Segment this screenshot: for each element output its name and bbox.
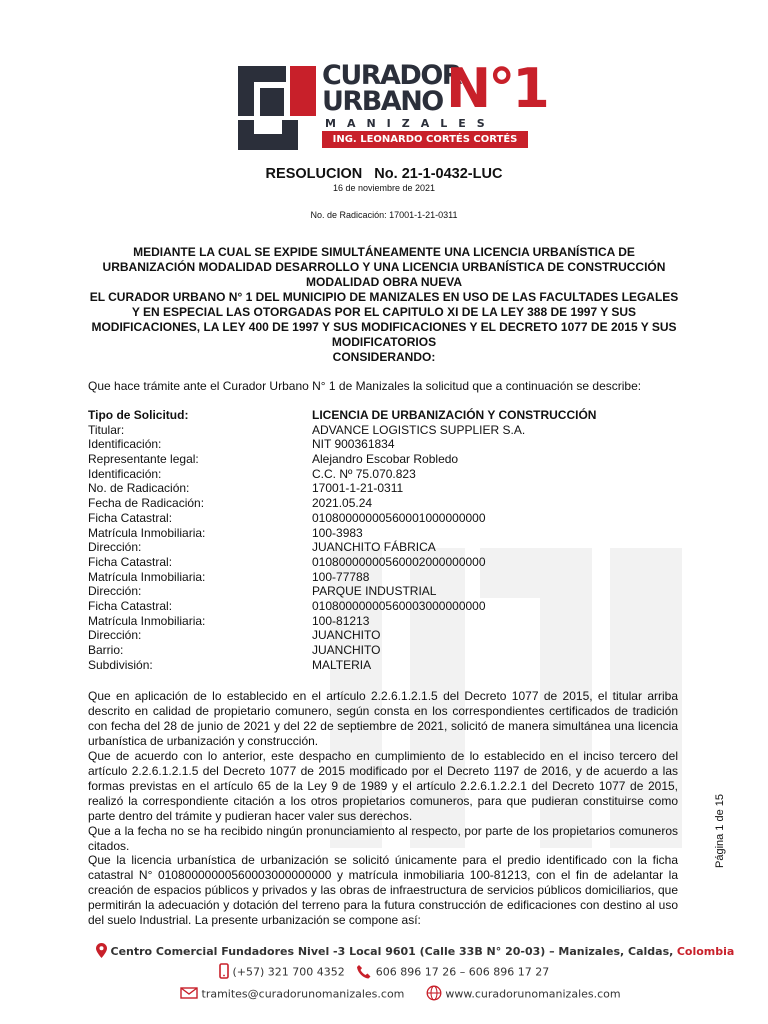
detail-value: 17001-1-21-0311 [312, 481, 404, 496]
detail-label: Fecha de Radicación: [88, 496, 205, 511]
footer-address [96, 943, 734, 961]
page-number: Página 1 de 15 [714, 793, 726, 868]
landline-numbers: 606 896 17 26 – 606 896 17 27 [375, 965, 550, 979]
detail-label: Matrícula Inmobiliaria: [88, 613, 206, 628]
paragraph-1: Que en aplicación de lo establecido en el artículo 2.2.6.1.2.1.5 del Decreto 1077 de 2015, el titular arriba descrito en calidad de propietario comunero, según consta en los correspondientes certificados de tradición con fecha del 28 de junio de 2021 y del 22 de septiembre de 2021, solicitó de manera simultánea una licencia urbanística de urbanización y construcción. [88, 689, 678, 748]
detail-value: Alejandro Escobar Robledo [312, 452, 459, 467]
detail-label: Ficha Catastral: [88, 598, 173, 613]
detail-label: Dirección: [88, 628, 142, 643]
mobile-number: (+57) 321 700 4352 [232, 965, 345, 979]
detail-label: Dirección: [88, 540, 142, 555]
detail-value: 100-77788 [312, 569, 370, 584]
phone-icon [356, 964, 372, 982]
detail-value: NIT 900361834 [312, 437, 395, 452]
detail-label: Identificación: [88, 437, 162, 452]
detail-value: C.C. Nº 75.070.823 [312, 466, 416, 481]
curador-logo [236, 57, 547, 150]
resolution-title: RESOLUCION No. 21-1-0432-LUC [265, 166, 503, 182]
logo-mark-icon [236, 64, 320, 150]
detail-value: MALTERIA [312, 657, 372, 672]
detail-label: Tipo de Solicitud: [88, 408, 189, 422]
considerando-heading: CONSIDERANDO: [332, 350, 436, 364]
detail-value: 2021.05.24 [312, 496, 373, 511]
radicacion-number: No. de Radicación: 17001-1-21-0311 [310, 210, 458, 220]
heading-authority: EL CURADOR URBANO N° 1 DEL MUNICIPIO DE MANIZALES EN USO DE LAS FACULTADES LEGALES Y EN ESPECIAL LAS OTORGADAS POR EL CAPITULO XI DE LA LEY 388 DE 1997 Y SUS MODIFICACIONES, LA LEY 400 DE 1997 Y SUS MODIFICACIONES Y EL DECRETO 1077 DE 2015 Y SUS MODIFICATORIOS [89, 290, 679, 349]
envelope-icon [180, 987, 198, 1002]
heading-resolution-purpose: MEDIANTE LA CUAL SE EXPIDE SIMULTÁNEAMENTE UNA LICENCIA URBANÍSTICA DE URBANIZACIÓN MODALIDAD DESARROLLO Y UNA LICENCIA URBANÍSTICA DE CONSTRUCCIÓN MODALIDAD OBRA NUEVA [102, 245, 666, 289]
paragraph-4: Que la licencia urbanística de urbanización se solicitó únicamente para el predio identificado con la ficha catastral N° 01080000000560003000000000 y matrícula inmobiliaria 100-81213, con el fin de adelantar la creación de espacios públicos y privados y las obras de infraestructura de servicios públicos domiciliarios, que permitirán la adecuación y dotación del terreno para la futura construcción de edificaciones con destino al uso del suelo Industrial. La presente urbanización se compone así: [88, 853, 678, 927]
logo-curador-text: CURADOR [322, 60, 462, 91]
logo-engineer-banner: ING. LEONARDO CORTÉS CORTÉS [322, 131, 528, 148]
detail-value: LICENCIA DE URBANIZACIÓN Y CONSTRUCCIÓN [312, 408, 597, 422]
address-country: Colombia [676, 945, 735, 958]
footer-phones [219, 963, 549, 982]
detail-value: 100-81213 [312, 613, 370, 628]
detail-label: No. de Radicación: [88, 481, 190, 496]
detail-label: Identificación: [88, 466, 162, 481]
detail-label: Dirección: [88, 584, 142, 599]
detail-value: ADVANCE LOGISTICS SUPPLIER S.A. [312, 422, 526, 437]
intro-paragraph: Que hace trámite ante el Curador Urbano N° 1 de Manizales la solicitud que a continuación se describe: [88, 379, 642, 393]
location-pin-icon [96, 943, 107, 961]
detail-label: Titular: [88, 422, 125, 437]
address-text: Centro Comercial Fundadores Nivel -3 Local 9601 (Calle 33B N° 20-03) – Manizales, Caldas, [110, 945, 674, 958]
logo-urbano-text: URBANO [322, 86, 443, 117]
email-link[interactable]: tramites@curadorunomanizales.com [201, 987, 405, 1001]
globe-icon [426, 985, 442, 1004]
detail-value: 01080000000560003000000000 [312, 598, 486, 613]
detail-value: JUANCHITO FÁBRICA [312, 540, 436, 555]
detail-value: PARQUE INDUSTRIAL [312, 584, 437, 599]
detail-value: JUANCHITO [312, 628, 381, 643]
resolution-date: 16 de noviembre de 2021 [332, 183, 436, 193]
detail-label: Barrio: [88, 643, 124, 657]
logo-number: N°1 [446, 57, 547, 120]
detail-label: Subdivisión: [88, 657, 153, 672]
detail-value: 01080000000560002000000000 [312, 554, 486, 569]
footer-contact [180, 985, 621, 1004]
paragraph-2: Que de acuerdo con lo anterior, este despacho en cumplimiento de lo establecido en el inciso tercero del artículo 2.2.6.1.2.1.5 del Decreto 1077 de 2015 modificado por el Decreto 1197 de 2016, y de acuerdo a las formas previstas en el artículo 65 de la Ley 9 de 1989 y el artículo 2.2.6.1.2.2.1 del Decreto 1077 de 2015, realizó la correspondiente citación a los otros propietarios comuneros, para que pudieran constituirse como parte dentro del trámite y pudieran hacer valer sus derechos. [88, 749, 678, 823]
detail-label: Ficha Catastral: [88, 510, 173, 525]
mobile-phone-icon [219, 963, 229, 982]
detail-value: 01080000000560001000000000 [312, 510, 486, 525]
detail-label: Matrícula Inmobiliaria: [88, 569, 206, 584]
detail-value: JUANCHITO [312, 643, 381, 657]
detail-label: Matrícula Inmobiliaria: [88, 525, 206, 540]
logo-city: MANIZALES [325, 117, 496, 130]
detail-label: Ficha Catastral: [88, 554, 173, 569]
detail-value: 100-3983 [312, 525, 363, 540]
paragraph-3: Que a la fecha no se ha recibido ningún pronunciamiento al respecto, por parte de los propietarios comuneros citados. [88, 824, 678, 853]
website-link[interactable]: www.curadorunomanizales.com [445, 987, 621, 1001]
detail-label: Representante legal: [88, 452, 199, 467]
